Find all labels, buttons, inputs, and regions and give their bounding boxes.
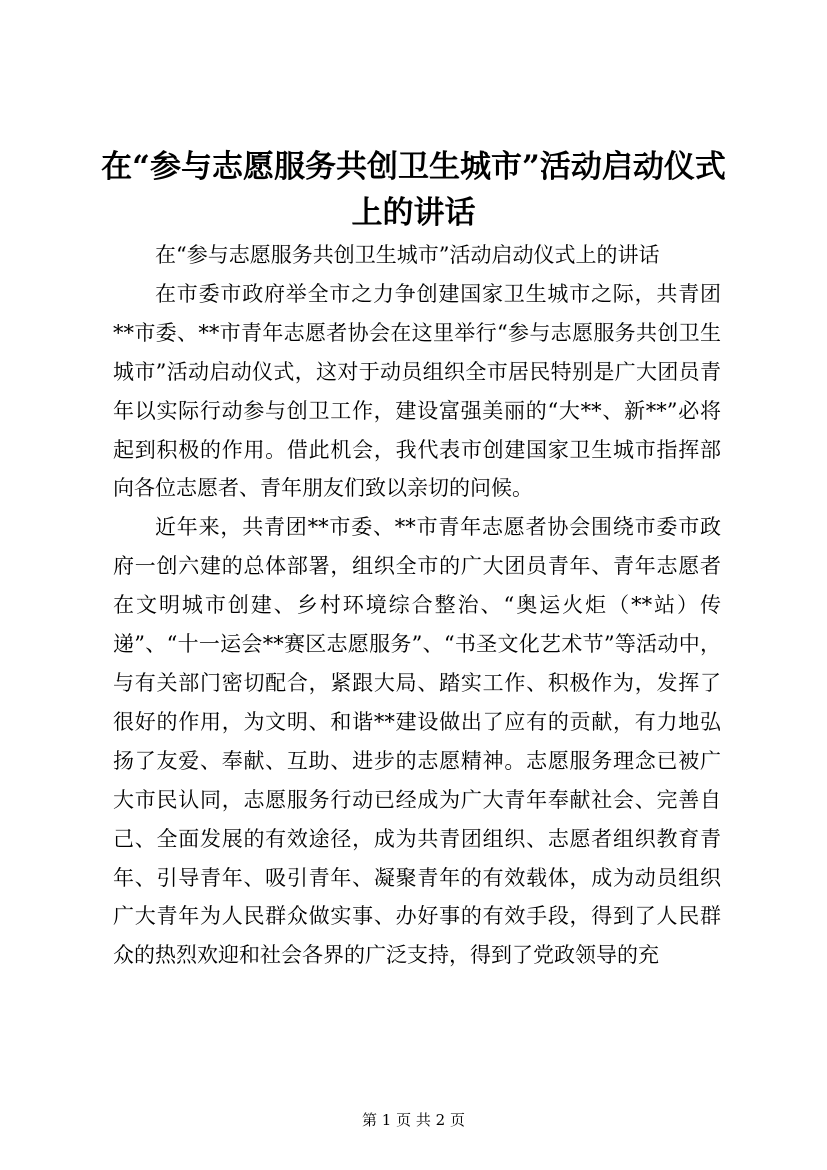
document-body — [113, 236, 721, 975]
paragraph-2: 近年来，共青团**市委、**市青年志愿者协会围绕市委市政府一创六建的总体部署，组织全市的广大团员青年、青年志愿者在文明城市创建、乡村环境综合整治、“奥运火炬（**站）传递”、“十一运会**赛区志愿服务”、“书圣文化艺术节”等活动中，与有关部门密切配合，紧跟大局、踏实工作、积极作为，发挥了很好的作用，为文明、和谐**建设做出了应有的贡献，有力地弘扬了友爱、奉献、互助、进步的志愿精神。志愿服务理念已被广大市民认同，志愿服务行动已经成为广大青年奉献社会、完善自己、全面发展的有效途径，成为共青团组织、志愿者组织教育青年、引导青年、吸引青年、凝聚青年的有效载体，成为动员组织广大青年为人民群众做实事、办好事的有效手段，得到了人民群众的热烈欢迎和社会各界的广泛支持，得到了党政领导的充 — [113, 515, 721, 968]
paragraph-subtitle: 在“参与志愿服务共创卫生城市”活动启动仪式上的讲话 — [155, 243, 660, 267]
page-footer: 第 1 页 共 2 页 — [362, 1111, 465, 1129]
document-title: 在“参与志愿服务共创卫生城市”活动启动仪式上的讲话 — [101, 149, 726, 231]
paragraph-1: 在市委市政府举全市之力争创建国家卫生城市之际，共青团**市委、**市青年志愿者协会在这里举行“参与志愿服务共创卫生城市”活动启动仪式，这对于动员组织全市居民特别是广大团员青年以实际行动参与创卫工作，建设富强美丽的“大**、新**”必将起到积极的作用。借此机会，我代表市创建国家卫生城市指挥部向各位志愿者、青年朋友们致以亲切的问候。 — [113, 281, 721, 501]
